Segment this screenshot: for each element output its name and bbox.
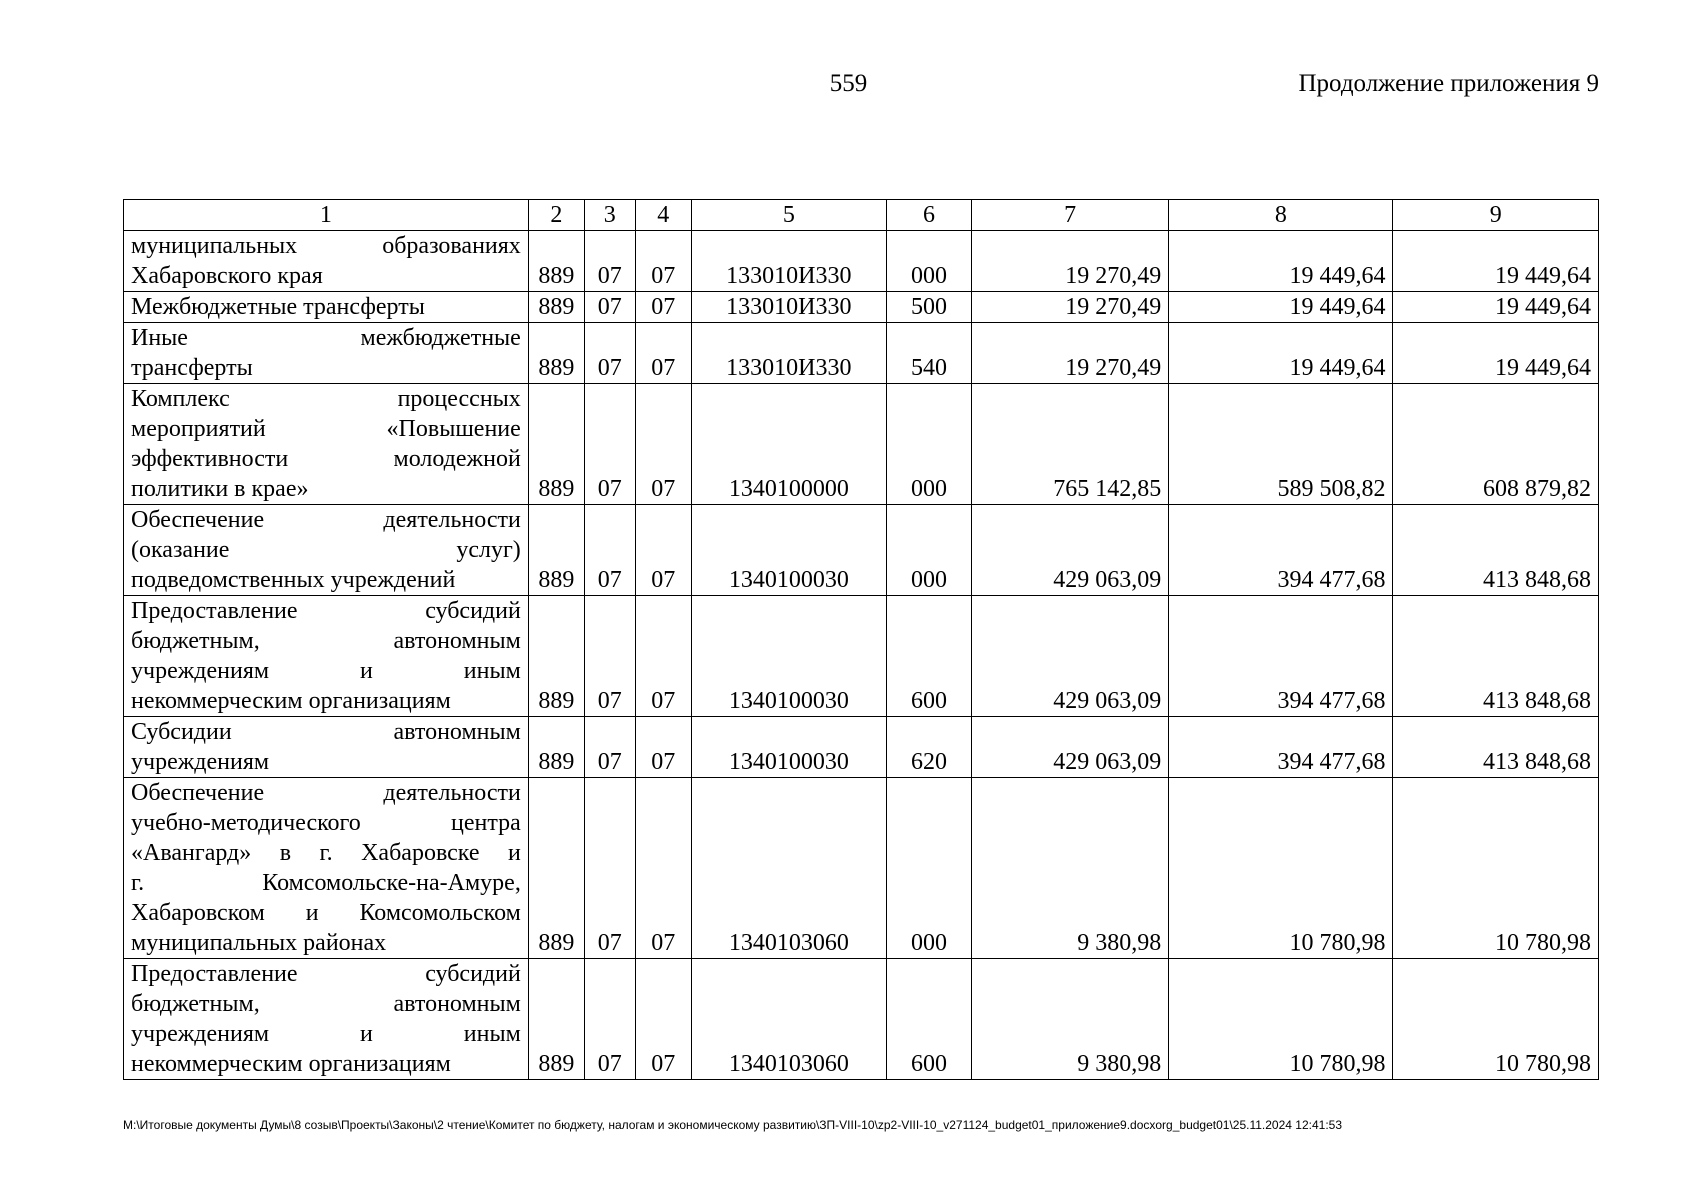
amount-year-2: 589 508,82: [1169, 384, 1393, 505]
column-header-2: 2: [528, 200, 584, 231]
section-code: 07: [584, 778, 635, 959]
row-description: [124, 717, 529, 778]
section-code: 07: [584, 231, 635, 292]
amount-year-3: 19 449,64: [1393, 323, 1599, 384]
amount-year-3: 413 848,68: [1393, 505, 1599, 596]
description-line: бюджетным, автономным: [131, 991, 521, 1017]
description-line: некоммерческим организациям: [131, 1051, 451, 1077]
description-line: Межбюджетные трансферты: [131, 294, 425, 320]
admin-code: 889: [528, 717, 584, 778]
amount-year-2: 394 477,68: [1169, 505, 1393, 596]
description-line: г. Комсомольске-на-Амуре,: [131, 870, 521, 896]
column-header-3: 3: [584, 200, 635, 231]
column-header-5: 5: [691, 200, 886, 231]
column-header-8: 8: [1169, 200, 1393, 231]
subsection-code: 07: [635, 596, 691, 717]
section-code: 07: [584, 596, 635, 717]
column-header-1: 1: [124, 200, 529, 231]
description-line: мероприятий «Повышение: [131, 416, 521, 442]
column-number-row: [124, 200, 1599, 231]
admin-code: 889: [528, 231, 584, 292]
amount-year-2: 19 449,64: [1169, 231, 1393, 292]
amount-year-3: 10 780,98: [1393, 778, 1599, 959]
amount-year-2: 10 780,98: [1169, 959, 1393, 1080]
amount-year-3: 19 449,64: [1393, 231, 1599, 292]
description-line: учреждениям: [131, 749, 270, 775]
appendix-continuation-label: Продолжение приложения 9: [1298, 70, 1599, 97]
amount-year-2: 19 449,64: [1169, 323, 1393, 384]
amount-year-3: 413 848,68: [1393, 596, 1599, 717]
expense-type-code: 000: [886, 384, 971, 505]
target-article-code: 1340100000: [691, 384, 886, 505]
description-line: учебно-методического центра: [131, 810, 521, 836]
table-row: [124, 231, 1599, 292]
description-line: Иные межбюджетные: [131, 325, 521, 351]
description-line: политики в крае»: [131, 476, 309, 502]
admin-code: 889: [528, 384, 584, 505]
amount-year-1: 19 270,49: [972, 292, 1169, 323]
target-article-code: 1340100030: [691, 596, 886, 717]
expense-type-code: 600: [886, 596, 971, 717]
expense-type-code: 000: [886, 505, 971, 596]
target-article-code: 1340103060: [691, 959, 886, 1080]
row-description: [124, 505, 529, 596]
description-line: некоммерческим организациям: [131, 688, 451, 714]
description-line: Предоставление субсидий: [131, 961, 521, 987]
row-description: [124, 323, 529, 384]
table-row: [124, 505, 1599, 596]
subsection-code: 07: [635, 323, 691, 384]
file-path-footer: M:\Итоговые документы Думы\8 созыв\Проекты\Законы\2 чтение\Комитет по бюджету, налогам и экономическому развитию\ЗП-VIII-10\zp2-VIII-10_v271124_budget01_приложение9.docxorg_budget01\25.11.2024 12:41:53: [123, 1118, 1343, 1132]
table-row: [124, 384, 1599, 505]
expense-type-code: 620: [886, 717, 971, 778]
description-line: учреждениям и иным: [131, 658, 521, 684]
table-row: [124, 292, 1599, 323]
row-description: [124, 384, 529, 505]
budget-table: [123, 199, 1599, 1080]
admin-code: 889: [528, 323, 584, 384]
description-line: Обеспечение деятельности: [131, 507, 521, 533]
amount-year-3: 10 780,98: [1393, 959, 1599, 1080]
section-code: 07: [584, 323, 635, 384]
table-row: [124, 778, 1599, 959]
subsection-code: 07: [635, 959, 691, 1080]
expense-type-code: 000: [886, 778, 971, 959]
table-row: [124, 717, 1599, 778]
row-description: [124, 778, 529, 959]
amount-year-2: 394 477,68: [1169, 596, 1393, 717]
description-line: подведомственных учреждений: [131, 567, 456, 593]
amount-year-3: 19 449,64: [1393, 292, 1599, 323]
table-row: [124, 959, 1599, 1080]
row-description: [124, 959, 529, 1080]
target-article-code: 1340103060: [691, 778, 886, 959]
description-line: трансферты: [131, 355, 253, 381]
amount-year-3: 413 848,68: [1393, 717, 1599, 778]
target-article-code: 1340100030: [691, 717, 886, 778]
table-body: [124, 231, 1599, 1080]
subsection-code: 07: [635, 717, 691, 778]
expense-type-code: 540: [886, 323, 971, 384]
admin-code: 889: [528, 596, 584, 717]
amount-year-1: 765 142,85: [972, 384, 1169, 505]
amount-year-1: 19 270,49: [972, 323, 1169, 384]
description-line: учреждениям и иным: [131, 1021, 521, 1047]
description-line: Хабаровского края: [131, 263, 323, 289]
amount-year-1: 429 063,09: [972, 505, 1169, 596]
page-number: 559: [829, 70, 868, 97]
description-line: Комплекс процессных: [131, 386, 521, 412]
subsection-code: 07: [635, 292, 691, 323]
description-line: Субсидии автономным: [131, 719, 521, 745]
amount-year-3: 608 879,82: [1393, 384, 1599, 505]
subsection-code: 07: [635, 384, 691, 505]
table-row: [124, 596, 1599, 717]
description-line: муниципальных районах: [131, 930, 387, 956]
description-line: Предоставление субсидий: [131, 598, 521, 624]
subsection-code: 07: [635, 505, 691, 596]
amount-year-1: 9 380,98: [972, 778, 1169, 959]
column-header-4: 4: [635, 200, 691, 231]
description-line: (оказание услуг): [131, 537, 521, 563]
description-line: Хабаровском и Комсомольском: [131, 900, 521, 926]
column-header-7: 7: [972, 200, 1169, 231]
row-description: [124, 231, 529, 292]
column-header-6: 6: [886, 200, 971, 231]
section-code: 07: [584, 717, 635, 778]
subsection-code: 07: [635, 231, 691, 292]
admin-code: 889: [528, 292, 584, 323]
target-article-code: 133010И330: [691, 292, 886, 323]
admin-code: 889: [528, 505, 584, 596]
target-article-code: 133010И330: [691, 231, 886, 292]
expense-type-code: 500: [886, 292, 971, 323]
amount-year-2: 10 780,98: [1169, 778, 1393, 959]
amount-year-1: 19 270,49: [972, 231, 1169, 292]
table-row: [124, 323, 1599, 384]
target-article-code: 133010И330: [691, 323, 886, 384]
expense-type-code: 600: [886, 959, 971, 1080]
amount-year-1: 429 063,09: [972, 596, 1169, 717]
amount-year-1: 429 063,09: [972, 717, 1169, 778]
section-code: 07: [584, 292, 635, 323]
description-line: бюджетным, автономным: [131, 628, 521, 654]
row-description: [124, 292, 529, 323]
description-line: муниципальных образованиях: [131, 233, 521, 259]
target-article-code: 1340100030: [691, 505, 886, 596]
row-description: [124, 596, 529, 717]
section-code: 07: [584, 384, 635, 505]
description-line: Обеспечение деятельности: [131, 780, 521, 806]
amount-year-2: 394 477,68: [1169, 717, 1393, 778]
expense-type-code: 000: [886, 231, 971, 292]
column-header-9: 9: [1393, 200, 1599, 231]
subsection-code: 07: [635, 778, 691, 959]
description-line: «Авангард» в г. Хабаровске и: [131, 840, 521, 866]
amount-year-2: 19 449,64: [1169, 292, 1393, 323]
amount-year-1: 9 380,98: [972, 959, 1169, 1080]
section-code: 07: [584, 959, 635, 1080]
admin-code: 889: [528, 959, 584, 1080]
section-code: 07: [584, 505, 635, 596]
admin-code: 889: [528, 778, 584, 959]
description-line: эффективности молодежной: [131, 446, 521, 472]
